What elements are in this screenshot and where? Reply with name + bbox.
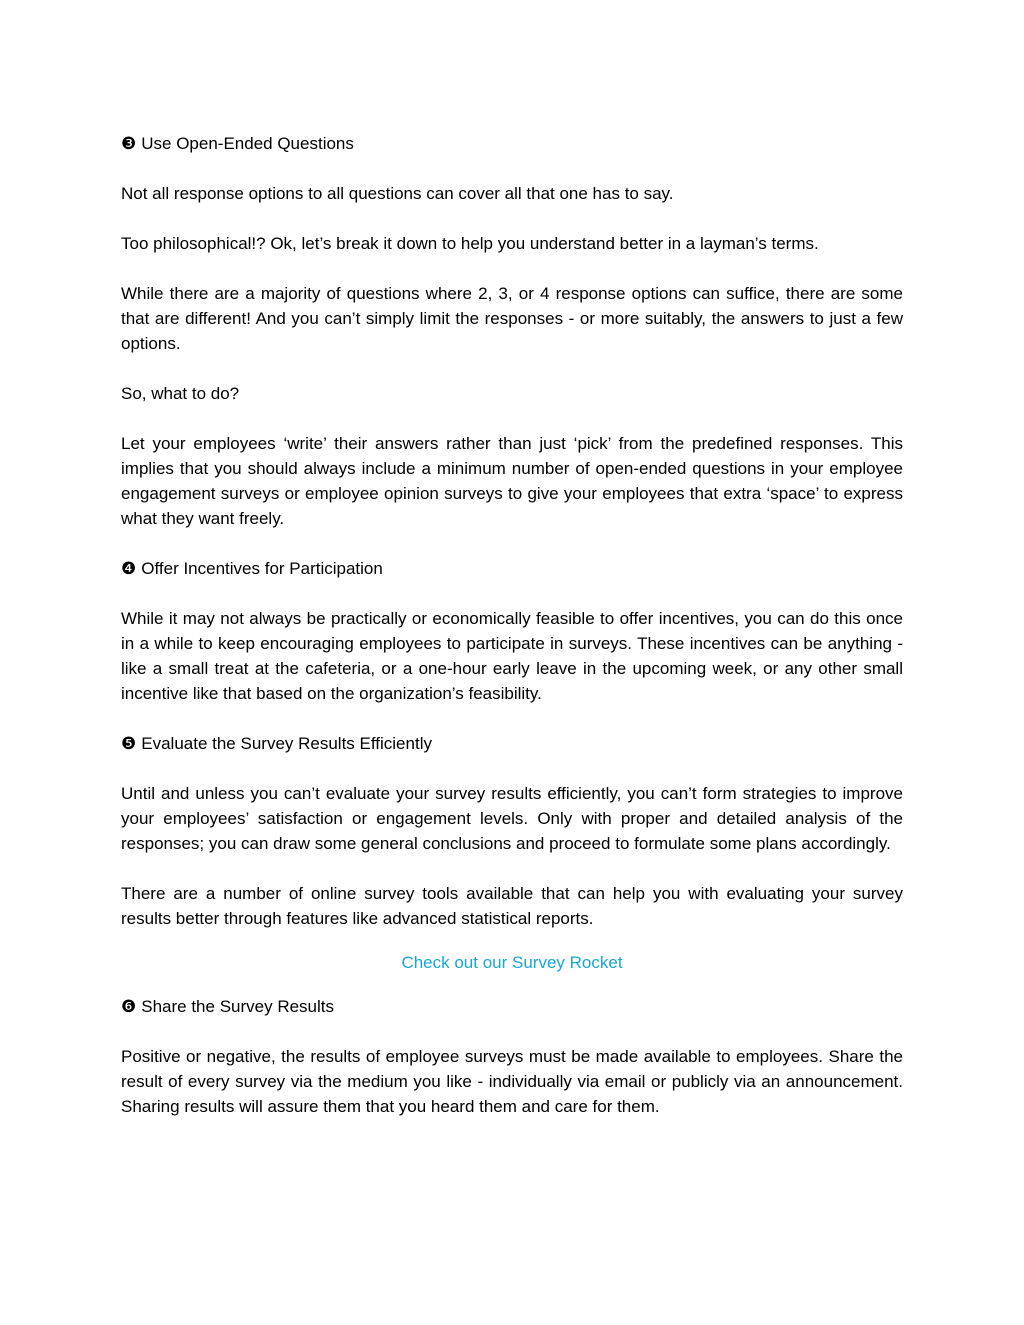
paragraph: So, what to do? bbox=[121, 384, 240, 403]
survey-rocket-link-line bbox=[121, 950, 903, 975]
paragraph: Until and unless you can’t evaluate your survey results efficiently, you can’t form strategies to improve your employees’ satisfaction or engagement levels. Only with proper and detailed analysis of the responses; you can draw some general conclusions and proceed to formulate some plans accordingly. bbox=[121, 784, 903, 853]
paragraph: Positive or negative, the results of employee surveys must be made available to employees. Share the result of every survey via the medium you like - individually via email or publicly via an announcement. Sharing results will assure them that you heard them and care for them. bbox=[121, 1047, 903, 1116]
section-title: Use Open-Ended Questions bbox=[141, 134, 354, 153]
section-heading-share bbox=[121, 994, 903, 1019]
section-heading-evaluate bbox=[121, 731, 903, 756]
paragraph: While there are a majority of questions where 2, 3, or 4 response options can suffice, there are some that are different! And you can’t simply limit the responses - or more suitably, the answers to just a few options. bbox=[121, 284, 903, 353]
section-number-6: ❻ bbox=[121, 997, 137, 1016]
section-heading-incentives bbox=[121, 556, 903, 581]
section-title: Share the Survey Results bbox=[141, 997, 335, 1016]
paragraph: Not all response options to all questions can cover all that one has to say. bbox=[121, 184, 674, 203]
paragraph: Too philosophical!? Ok, let’s break it down to help you understand better in a layman’s terms. bbox=[121, 234, 819, 253]
section-number-3: ❸ bbox=[121, 134, 137, 153]
document-body bbox=[121, 131, 903, 1144]
section-title: Offer Incentives for Participation bbox=[141, 559, 383, 578]
section-number-4: ❹ bbox=[121, 559, 137, 578]
section-title: Evaluate the Survey Results Efficiently bbox=[141, 734, 432, 753]
paragraph: There are a number of online survey tools available that can help you with evaluating your survey results better through features like advanced statistical reports. bbox=[121, 884, 903, 928]
section-heading-open-ended bbox=[121, 131, 903, 156]
paragraph: While it may not always be practically or economically feasible to offer incentives, you can do this once in a while to keep encouraging employees to participate in surveys. These incentives can be anything - like a small treat at the cafeteria, or a one-hour early leave in the upcoming week, or any other small incentive like that based on the organization’s feasibility. bbox=[121, 609, 903, 703]
section-number-5: ❺ bbox=[121, 734, 137, 753]
paragraph: Let your employees ‘write’ their answers rather than just ‘pick’ from the predefined responses. This implies that you should always include a minimum number of open-ended questions in your employee engagement surveys or employee opinion surveys to give your employees that extra ‘space’ to express what they want freely. bbox=[121, 434, 903, 528]
survey-rocket-link[interactable]: Check out our Survey Rocket bbox=[401, 953, 623, 972]
